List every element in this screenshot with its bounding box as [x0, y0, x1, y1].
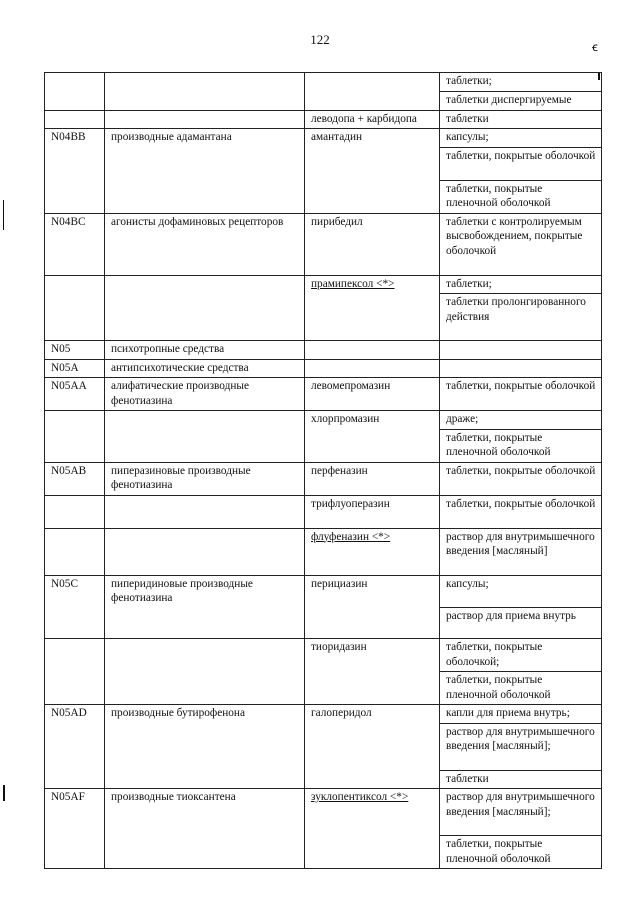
table-row: [45, 92, 602, 111]
table-row: [45, 429, 602, 462]
dosage-form-cell: таблетки;: [440, 73, 602, 92]
substance-cell: хлорпромазин: [305, 411, 440, 430]
dosage-form-cell: таблетки: [440, 770, 602, 789]
group-name-cell: [105, 723, 305, 770]
dosage-form-cell: капли для приема внутрь;: [440, 705, 602, 724]
table-row: [45, 378, 602, 411]
group-name-cell: производные бутирофенона: [105, 705, 305, 724]
substance-cell: [305, 147, 440, 180]
dosage-form-cell: таблетки, покрытые пленочной оболочкой: [440, 180, 602, 213]
substance-cell: зуклопентиксол <*>: [305, 789, 440, 836]
substance-cell: [305, 770, 440, 789]
dosage-form-cell: таблетки, покрытые оболочкой: [440, 147, 602, 180]
dosage-form-cell: таблетки;: [440, 275, 602, 294]
substance-cell: перициазин: [305, 575, 440, 608]
group-name-cell: производные тиоксантена: [105, 789, 305, 836]
table-row: [45, 110, 602, 129]
drug-table: [44, 72, 602, 869]
atc-code-cell: [45, 92, 105, 111]
substance-cell: [305, 341, 440, 360]
atc-code-cell: [45, 528, 105, 575]
group-name-cell: пиперидиновые производные фенотиазина: [105, 575, 305, 608]
dosage-form-cell: таблетки, покрытые пленочной оболочкой: [440, 836, 602, 869]
atc-code-cell: [45, 639, 105, 672]
dosage-form-cell: капсулы;: [440, 129, 602, 148]
substance-cell: [305, 180, 440, 213]
group-name-cell: [105, 672, 305, 705]
dosage-form-cell: таблетки: [440, 110, 602, 129]
table-row: [45, 608, 602, 639]
group-name-cell: [105, 528, 305, 575]
table-row: [45, 672, 602, 705]
group-name-cell: производные адамантана: [105, 129, 305, 148]
atc-code-cell: [45, 770, 105, 789]
table-row: [45, 180, 602, 213]
table-row: [45, 147, 602, 180]
dosage-form-cell: раствор для внутримышечного введения [масляный];: [440, 789, 602, 836]
group-name-cell: антипсихотические средства: [105, 359, 305, 378]
substance-cell: тиоридазин: [305, 639, 440, 672]
substance-cell: амантадин: [305, 129, 440, 148]
atc-code-cell: [45, 180, 105, 213]
group-name-cell: психотропные средства: [105, 341, 305, 360]
table-row: [45, 359, 602, 378]
table-row: [45, 575, 602, 608]
group-name-cell: [105, 429, 305, 462]
substance-cell: пирибедил: [305, 213, 440, 275]
page-number: 122: [310, 32, 330, 47]
group-name-cell: [105, 110, 305, 129]
substance-cell: трифлуоперазин: [305, 495, 440, 528]
atc-code-cell: N05AB: [45, 462, 105, 495]
group-name-cell: [105, 770, 305, 789]
substance-cell: [305, 294, 440, 341]
group-name-cell: пиперазиновые производные фенотиазина: [105, 462, 305, 495]
substance-cell: [305, 73, 440, 92]
atc-code-cell: N05A: [45, 359, 105, 378]
substance-cell: [305, 723, 440, 770]
table-row: [45, 723, 602, 770]
atc-code-cell: [45, 836, 105, 869]
dosage-form-cell: [440, 341, 602, 360]
dosage-form-cell: таблетки, покрытые оболочкой: [440, 495, 602, 528]
atc-code-cell: [45, 73, 105, 92]
dosage-form-cell: раствор для приема внутрь: [440, 608, 602, 639]
dosage-form-cell: раствор для внутримышечного введения [масляный];: [440, 723, 602, 770]
atc-code-cell: [45, 275, 105, 294]
atc-code-cell: N05AA: [45, 378, 105, 411]
group-name-cell: [105, 73, 305, 92]
dosage-form-cell: таблетки, покрытые оболочкой;: [440, 639, 602, 672]
group-name-cell: [105, 639, 305, 672]
table-row: [45, 705, 602, 724]
table-body: [45, 73, 602, 869]
atc-code-cell: [45, 672, 105, 705]
dosage-form-cell: таблетки пролонгированного действия: [440, 294, 602, 341]
substance-cell: галоперидол: [305, 705, 440, 724]
dosage-form-cell: таблетки, покрытые пленочной оболочкой: [440, 429, 602, 462]
table-row: [45, 836, 602, 869]
atc-code-cell: [45, 429, 105, 462]
dosage-form-cell: таблетки, покрытые оболочкой: [440, 462, 602, 495]
table-row: [45, 129, 602, 148]
margin-line-mark: [3, 200, 4, 230]
group-name-cell: [105, 608, 305, 639]
dosage-form-cell: капсулы;: [440, 575, 602, 608]
substance-cell: прамипексол <*>: [305, 275, 440, 294]
group-name-cell: [105, 294, 305, 341]
group-name-cell: [105, 147, 305, 180]
atc-code-cell: N04BB: [45, 129, 105, 148]
substance-cell: леводопа + карбидопа: [305, 110, 440, 129]
group-name-cell: [105, 836, 305, 869]
table-row: [45, 462, 602, 495]
substance-cell: левомепромазин: [305, 378, 440, 411]
group-name-cell: алифатические производные фенотиазина: [105, 378, 305, 411]
atc-code-cell: [45, 723, 105, 770]
substance-cell: [305, 359, 440, 378]
atc-code-cell: N05C: [45, 575, 105, 608]
dosage-form-cell: таблетки, покрытые пленочной оболочкой: [440, 672, 602, 705]
group-name-cell: [105, 180, 305, 213]
substance-cell: [305, 608, 440, 639]
substance-cell: перфеназин: [305, 462, 440, 495]
substance-cell: [305, 92, 440, 111]
atc-code-cell: [45, 495, 105, 528]
table-row: [45, 73, 602, 92]
atc-code-cell: N04BC: [45, 213, 105, 275]
dosage-form-cell: [440, 359, 602, 378]
dosage-form-cell: драже;: [440, 411, 602, 430]
substance-cell: [305, 836, 440, 869]
corner-mark: ꞓ: [592, 40, 598, 54]
dosage-form-cell: таблетки диспергируемые: [440, 92, 602, 111]
dosage-form-cell: таблетки с контролируемым высвобождением, покрытые оболочкой: [440, 213, 602, 275]
atc-code-cell: [45, 294, 105, 341]
atc-code-cell: [45, 608, 105, 639]
group-name-cell: агонисты дофаминовых рецепторов: [105, 213, 305, 275]
table-row: [45, 341, 602, 360]
table-row: [45, 495, 602, 528]
table-row: [45, 639, 602, 672]
group-name-cell: [105, 92, 305, 111]
atc-code-cell: N05AF: [45, 789, 105, 836]
atc-code-cell: [45, 411, 105, 430]
table-row: [45, 411, 602, 430]
table-row: [45, 789, 602, 836]
substance-cell: флуфеназин <*>: [305, 528, 440, 575]
table-row: [45, 213, 602, 275]
group-name-cell: [105, 411, 305, 430]
dosage-form-cell: таблетки, покрытые оболочкой: [440, 378, 602, 411]
margin-line-mark: [3, 785, 5, 801]
dosage-form-cell: раствор для внутримышечного введения [масляный]: [440, 528, 602, 575]
atc-code-cell: [45, 147, 105, 180]
atc-code-cell: N05AD: [45, 705, 105, 724]
table-row: [45, 275, 602, 294]
table-row: [45, 770, 602, 789]
group-name-cell: [105, 495, 305, 528]
atc-code-cell: [45, 110, 105, 129]
substance-cell: [305, 672, 440, 705]
group-name-cell: [105, 275, 305, 294]
substance-cell: [305, 429, 440, 462]
table-row: [45, 528, 602, 575]
atc-code-cell: N05: [45, 341, 105, 360]
table-row: [45, 294, 602, 341]
